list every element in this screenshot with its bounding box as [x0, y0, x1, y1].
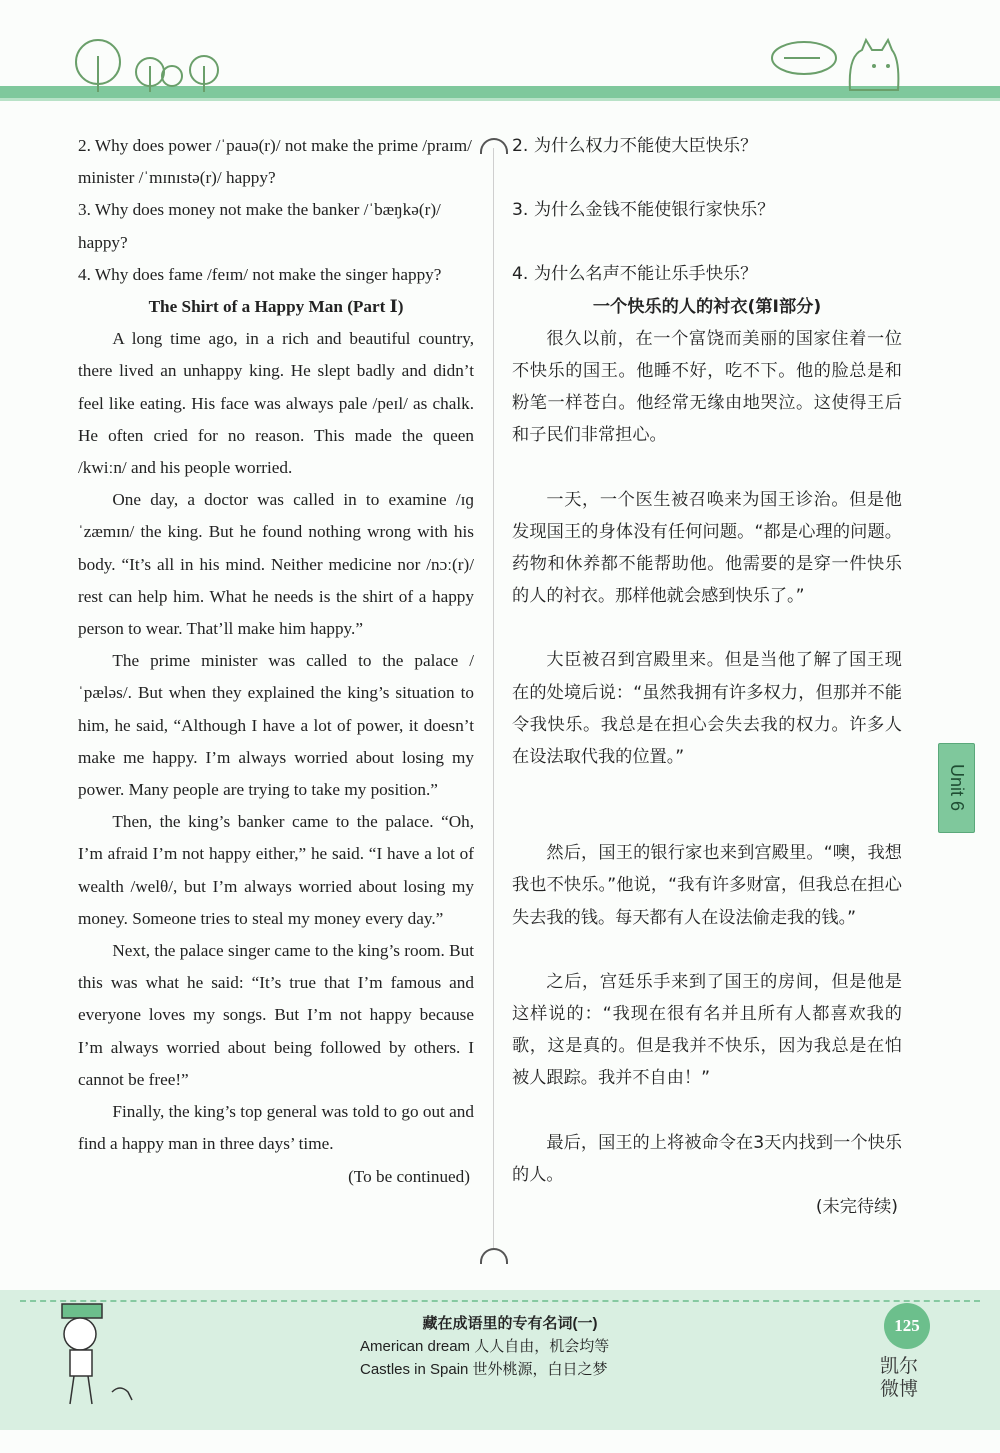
paragraph-zh: 然后，国王的银行家也来到宫殿里。“噢，我想我也不快乐。”他说，“我有许多财富，但我总在担心失去我的钱。每天都有人在设法偷走我的钱。” [512, 843, 902, 928]
idioms-heading: 藏在成语里的专有名词(一) [422, 1315, 598, 1332]
cat-fish-icon [770, 36, 900, 92]
paragraph-en: One day, a doctor was called in to examine /ɪɡˈzæmɪn/ the king. But he found nothing wrong with his body. “It’s all in his mind. Neither medicine nor /nɔː(r)/ rest can help him. What he needs is the shirt of a happy person to wear. That’ll make him happy.” [78, 490, 474, 639]
continued-note-en: (To be continued) [348, 1166, 470, 1186]
footer-dashed-line [20, 1300, 980, 1302]
page-number: 125 [884, 1303, 930, 1349]
brand-text: 凯尔微博 [880, 1355, 919, 1400]
chinese-column [512, 130, 902, 1223]
paragraph-en: Finally, the king’s top general was told to go out and find a happy man in three days’ time. [78, 1102, 474, 1154]
paragraph-en: Then, the king’s banker came to the palace. “Oh, I’m afraid I’m not happy either,” he said. “I have a lot of wealth /welθ/, but I’m always worried about losing my money. Someone tries to steal my money every day.” [78, 812, 474, 928]
trees-icon [72, 36, 232, 92]
continued-note-zh: (未完待续) [815, 1197, 898, 1218]
boy-reading-icon [40, 1300, 140, 1410]
header-band-accent [0, 98, 1000, 101]
story-title-en: The Shirt of a Happy Man (Part Ⅰ) [148, 297, 404, 317]
column-divider [493, 148, 494, 1248]
paragraph-zh: 一天，一个医生被召唤来为国王诊治。但是他发现国王的身体没有任何问题。“都是心理的问题。药物和休养都不能帮助他。他需要的是穿一件快乐的人的衬衣。那样他就会感到快乐了。” [512, 489, 902, 607]
idiom-line: American dream 人人自由，机会均等 [360, 1338, 610, 1355]
question-2-en: 2. Why does power /ˈpauə(r)/ not make the prime /praɪm/ minister /ˈmɪnɪstə(r)/ happy? [78, 136, 472, 188]
question-4-en: 4. Why does fame /feɪm/ not make the singer happy? [78, 264, 442, 284]
paragraph-zh: 大臣被召到宫殿里来。但是当他了解了国王现在的处境后说：“虽然我拥有许多权力，但那并不能令我快乐。我总是在担心会失去我的权力。许多人在设法取代我的位置。” [512, 650, 902, 768]
english-column [78, 130, 474, 1193]
idiom-line: Castles in Spain 世外桃源，白日之梦 [360, 1361, 608, 1378]
divider-ornament-bottom [480, 1248, 508, 1264]
brand-watermark [880, 1355, 924, 1401]
paragraph-zh: 之后，宫廷乐手来到了国王的房间，但是他是这样说的：“我现在很有名并且所有人都喜欢我的歌，这是真的。但是我并不快乐，因为我总是在怕被人跟踪。我并不自由！” [512, 971, 902, 1089]
question-2-zh: 2. 为什么权力不能使大臣快乐？ [512, 136, 758, 156]
question-3-zh: 3. 为什么金钱不能使银行家快乐？ [512, 200, 775, 221]
paragraph-en: Next, the palace singer came to the king’s room. But this was what he said: “It’s true that I’m famous and everyone loves my songs. But I’m not happy because I’m always worried about being followed by others. I cannot be free!” [78, 941, 474, 1089]
paragraph-zh: 最后，国王的上将被命令在3天内找到一个快乐的人。 [512, 1132, 902, 1185]
paragraph-en: A long time ago, in a rich and beautiful country, there lived an unhappy king. He slept badly and didn’t feel like eating. His face was always pale /peɪl/ as chalk. He often cried for no reason. This made the queen /kwiːn/ and his people worried. [78, 329, 474, 478]
idioms-box [360, 1312, 660, 1381]
unit-tab: Unit 6 [938, 743, 975, 833]
paragraph-zh: 很久以前，在一个富饶而美丽的国家住着一位不快乐的国王。他睡不好，吃不下。他的脸总是和粉笔一样苍白。他经常无缘由地哭泣。这使得王后和子民们非常担心。 [512, 328, 902, 446]
paragraph-en: The prime minister was called to the palace /ˈpæləs/. But when they explained the king’s situation to him, he said, “Although I have a lot of power, it doesn’t make me happy. I’m always worried about losing my power. Many people are trying to take my position.” [78, 651, 474, 800]
divider-ornament-top [480, 138, 508, 154]
question-3-en: 3. Why does money not make the banker /ˈbæŋkə(r)/ happy? [78, 200, 441, 252]
story-title-zh: 一个快乐的人的衬衣(第Ⅰ部分) [592, 296, 822, 317]
question-4-zh: 4. 为什么名声不能让乐手快乐？ [512, 264, 758, 285]
